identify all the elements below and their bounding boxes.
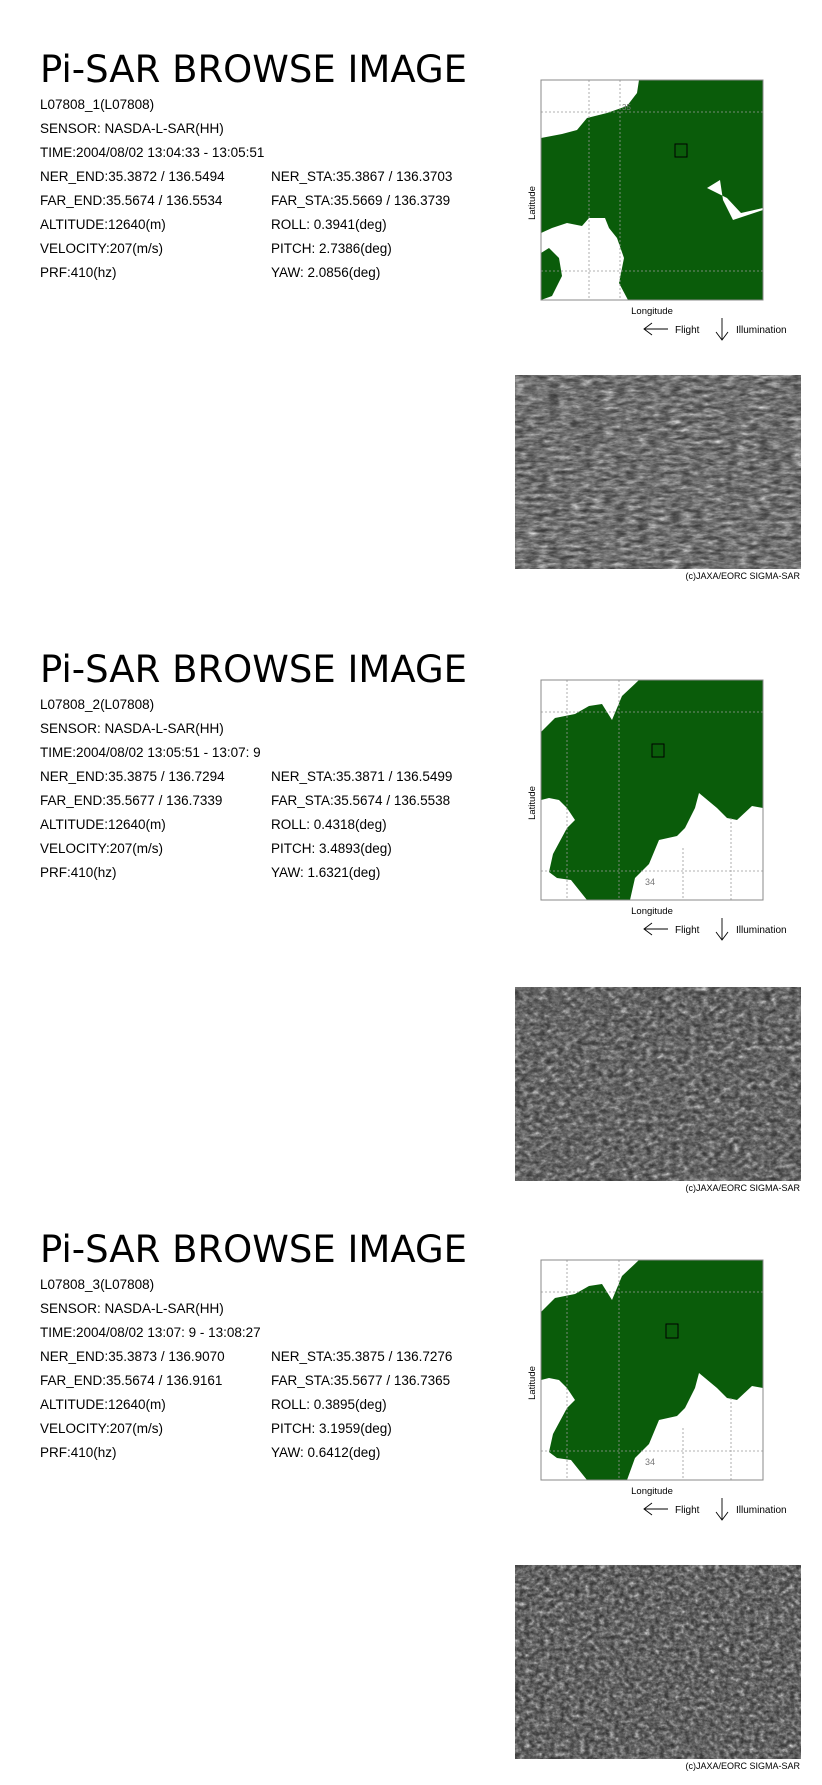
velocity-text: VELOCITY:207(m/s) xyxy=(40,241,164,256)
sar-image xyxy=(515,375,801,569)
sar-image xyxy=(515,987,801,1181)
longitude-label: Longitude xyxy=(631,306,673,317)
scene-id: L07808_2(L07808) xyxy=(40,697,155,712)
sar-texture xyxy=(515,987,801,1181)
scene-id: L07808_1(L07808) xyxy=(40,97,155,112)
sensor-text: SENSOR: NASDA-L-SAR(HH) xyxy=(40,1301,224,1316)
far-end-text: FAR_END:35.5674 / 136.9161 xyxy=(40,1373,223,1388)
time-text: TIME:2004/08/02 13:07: 9 - 13:08:27 xyxy=(40,1325,261,1340)
panel-title: Pi-SAR BROWSE IMAGE xyxy=(40,648,468,691)
illumination-label: Illumination xyxy=(736,1505,787,1516)
prf-text: PRF:410(hz) xyxy=(40,1445,117,1460)
metadata-left xyxy=(40,93,264,285)
longitude-label: Longitude xyxy=(631,1486,673,1497)
ner-sta-text: NER_STA:35.3867 / 136.3703 xyxy=(271,169,453,184)
metadata-right xyxy=(271,765,452,885)
illumination-arrow-icon xyxy=(716,318,728,340)
sar-texture xyxy=(515,375,801,569)
flight-label: Flight xyxy=(675,325,700,336)
illumination-label: Illumination xyxy=(736,325,787,336)
map-tick-label: 34 xyxy=(645,877,656,887)
panel-title: Pi-SAR BROWSE IMAGE xyxy=(40,1228,468,1271)
altitude-text: ALTITUDE:12640(m) xyxy=(40,217,166,232)
prf-text: PRF:410(hz) xyxy=(40,865,117,880)
far-sta-text: FAR_STA:35.5677 / 136.7365 xyxy=(271,1373,451,1388)
copyright-text: (c)JAXA/EORC SIGMA-SAR xyxy=(685,1183,800,1193)
illumination-arrow-icon xyxy=(716,1498,728,1520)
metadata-right xyxy=(271,165,452,285)
map-tick-label: 34 xyxy=(645,1457,656,1467)
sar-image xyxy=(515,1565,801,1759)
yaw-text: YAW: 0.6412(deg) xyxy=(271,1445,381,1460)
sensor-text: SENSOR: NASDA-L-SAR(HH) xyxy=(40,721,224,736)
prf-text: PRF:410(hz) xyxy=(40,265,117,280)
altitude-text: ALTITUDE:12640(m) xyxy=(40,1397,166,1412)
roll-text: ROLL: 0.3895(deg) xyxy=(271,1397,387,1412)
flight-label: Flight xyxy=(675,1505,700,1516)
flight-arrow-icon xyxy=(644,323,668,335)
illumination-arrow-icon xyxy=(716,918,728,940)
copyright-text: (c)JAXA/EORC SIGMA-SAR xyxy=(685,571,800,581)
ner-sta-text: NER_STA:35.3875 / 136.7276 xyxy=(271,1349,453,1364)
pitch-text: PITCH: 3.1959(deg) xyxy=(271,1421,392,1436)
latitude-label: Latitude xyxy=(527,186,538,220)
sensor-text: SENSOR: NASDA-L-SAR(HH) xyxy=(40,121,224,136)
orientation-legend xyxy=(640,314,822,344)
orientation-legend xyxy=(640,914,822,944)
latitude-label: Latitude xyxy=(527,786,538,820)
roll-text: ROLL: 0.4318(deg) xyxy=(271,817,387,832)
sar-texture xyxy=(515,1565,801,1759)
panel-title: Pi-SAR BROWSE IMAGE xyxy=(40,48,468,91)
location-map xyxy=(527,658,767,918)
longitude-label: Longitude xyxy=(631,906,673,917)
map-tick-label-top: 35 xyxy=(622,103,631,112)
location-map xyxy=(527,58,767,318)
metadata-left xyxy=(40,693,261,885)
metadata-right xyxy=(271,1345,452,1465)
copyright-text: (c)JAXA/EORC SIGMA-SAR xyxy=(685,1761,800,1771)
far-sta-text: FAR_STA:35.5674 / 136.5538 xyxy=(271,793,451,808)
far-end-text: FAR_END:35.5677 / 136.7339 xyxy=(40,793,223,808)
orientation-legend xyxy=(640,1494,822,1524)
pitch-text: PITCH: 3.4893(deg) xyxy=(271,841,392,856)
far-sta-text: FAR_STA:35.5669 / 136.3739 xyxy=(271,193,451,208)
velocity-text: VELOCITY:207(m/s) xyxy=(40,1421,164,1436)
yaw-text: YAW: 2.0856(deg) xyxy=(271,265,381,280)
flight-arrow-icon xyxy=(644,1503,668,1515)
latitude-label: Latitude xyxy=(527,1366,538,1400)
location-map xyxy=(527,1238,767,1498)
ner-end-text: NER_END:35.3875 / 136.7294 xyxy=(40,769,225,784)
ner-end-text: NER_END:35.3872 / 136.5494 xyxy=(40,169,225,184)
metadata-left xyxy=(40,1273,261,1465)
illumination-label: Illumination xyxy=(736,925,787,936)
flight-arrow-icon xyxy=(644,923,668,935)
time-text: TIME:2004/08/02 13:04:33 - 13:05:51 xyxy=(40,145,265,160)
ner-sta-text: NER_STA:35.3871 / 136.5499 xyxy=(271,769,453,784)
altitude-text: ALTITUDE:12640(m) xyxy=(40,817,166,832)
time-text: TIME:2004/08/02 13:05:51 - 13:07: 9 xyxy=(40,745,261,760)
roll-text: ROLL: 0.3941(deg) xyxy=(271,217,387,232)
flight-label: Flight xyxy=(675,925,700,936)
ner-end-text: NER_END:35.3873 / 136.9070 xyxy=(40,1349,225,1364)
pitch-text: PITCH: 2.7386(deg) xyxy=(271,241,392,256)
far-end-text: FAR_END:35.5674 / 136.5534 xyxy=(40,193,223,208)
velocity-text: VELOCITY:207(m/s) xyxy=(40,841,164,856)
scene-id: L07808_3(L07808) xyxy=(40,1277,155,1292)
yaw-text: YAW: 1.6321(deg) xyxy=(271,865,381,880)
